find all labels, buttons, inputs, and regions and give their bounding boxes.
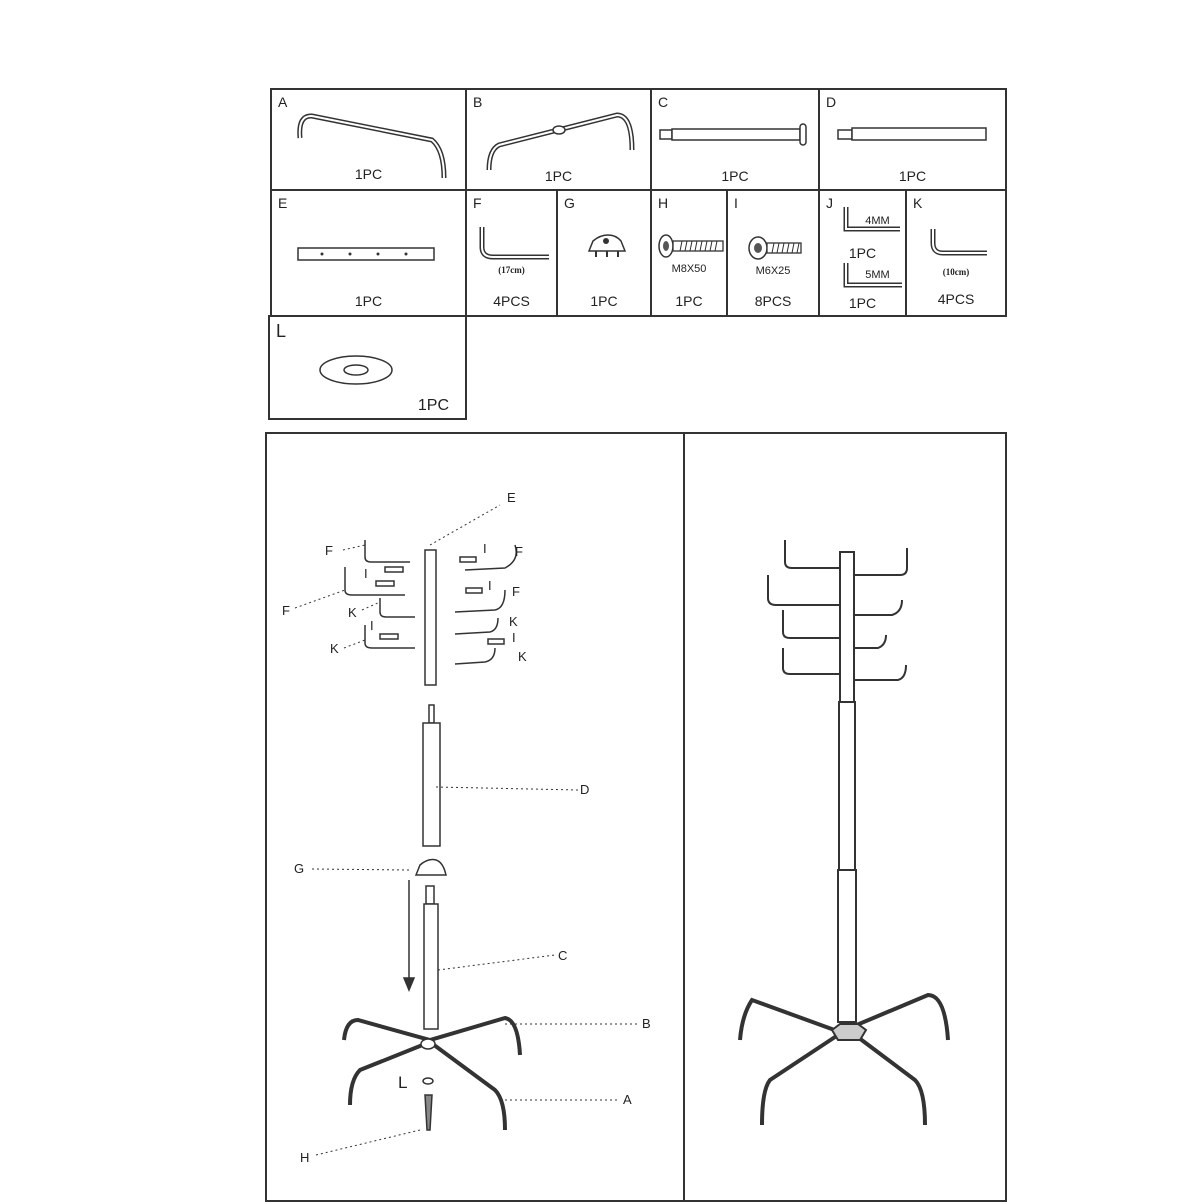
assembly-label-i-3: I <box>488 578 492 593</box>
part-letter-j: J <box>826 195 833 211</box>
part-qty-j-4mm: 1PC <box>848 245 877 261</box>
part-qty-e: 1PC <box>354 293 383 309</box>
part-qty-c: 1PC <box>721 168 749 184</box>
part-qty-b: 1PC <box>544 168 573 184</box>
part-letter-e: E <box>278 195 288 211</box>
part-qty-d: 1PC <box>898 168 927 184</box>
part-qty-i: 8PCS <box>754 293 792 309</box>
assembly-label-l: L <box>398 1073 408 1092</box>
assembly-label-h: H <box>300 1150 310 1165</box>
part-letter-l: L <box>276 321 287 341</box>
assembly-label-i-5: I <box>512 630 516 645</box>
assembly-label-e: E <box>507 490 516 505</box>
part-letter-k: K <box>913 195 923 211</box>
assembly-label-k-4: K <box>518 649 527 664</box>
part-letter-c: C <box>658 94 669 110</box>
assembly-label-i-4: I <box>370 618 374 633</box>
part-letter-f: F <box>473 195 482 211</box>
part-letter-g: G <box>564 195 575 211</box>
part-qty-g: 1PC <box>590 293 618 309</box>
assembly-label-f-2: F <box>282 603 290 618</box>
assembly-label-i-1: I <box>483 541 487 556</box>
assembly-label-f-4: F <box>512 584 520 599</box>
part-letter-i: I <box>734 195 738 211</box>
assembly-label-c: C <box>558 948 568 963</box>
assembly-label-k-2: K <box>330 641 339 656</box>
part-qty-l: 1PC <box>417 397 449 414</box>
part-letter-b: B <box>473 94 483 110</box>
assembly-label-d: D <box>580 782 590 797</box>
part-qty-h: 1PC <box>675 293 703 309</box>
part-qty-k: 4PCS <box>937 291 975 307</box>
assembly-label-g: G <box>294 861 305 876</box>
part-letter-d: D <box>826 94 837 110</box>
part-spec-i: M6X25 <box>755 265 791 277</box>
part-letter-a: A <box>278 94 288 110</box>
assembly-label-a: A <box>623 1092 632 1107</box>
part-spec-j-5mm: 5MM <box>865 269 890 281</box>
assembly-label-f-3: F <box>515 544 523 559</box>
part-qty-f: 4PCS <box>493 293 530 309</box>
assembly-label-i-2: I <box>364 566 368 581</box>
part-qty-j-5mm: 1PC <box>848 295 877 311</box>
part-spec-h: M8X50 <box>671 263 707 275</box>
part-spec-j-4mm: 4MM <box>865 215 890 227</box>
assembly-label-f-1: F <box>325 543 333 558</box>
part-spec-k: (10cm) <box>942 267 970 277</box>
assembly-label-k-3: K <box>509 614 518 629</box>
part-letter-h: H <box>658 195 669 211</box>
part-spec-f: (17cm) <box>498 265 525 275</box>
assembly-label-b: B <box>642 1016 651 1031</box>
assembly-label-k-1: K <box>348 605 357 620</box>
part-qty-a: 1PC <box>354 166 383 182</box>
